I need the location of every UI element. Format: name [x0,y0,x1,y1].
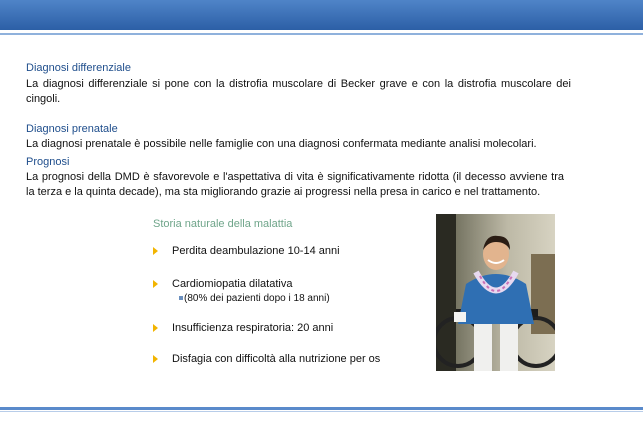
list-item-label: Insufficienza respiratoria: 20 anni [172,322,334,334]
square-bullet-icon [179,296,183,300]
heading-prognosi: Prognosi [26,156,70,168]
list-item [153,322,333,334]
footer-divider-thin [0,411,643,412]
paragraph-diagnosi-prenatale: La diagnosi prenatale è possibile nelle famiglie con una diagnosi confermata mediante analisi molecolari. [26,138,537,150]
paragraph-prognosi: La prognosi della DMD è sfavorevole e l'aspettativa di vita è significativamente ridotta (il decesso avviene tra la terza e la quinta decade), ma sta migliorando grazie ai progressi nella presa in carico e nel trattamento. [26,171,564,198]
person-in-wheelchair-photo [436,214,555,371]
list-item [153,245,340,257]
heading-diagnosi-prenatale: Diagnosi prenatale [26,123,118,135]
arrow-bullet-icon [153,324,158,332]
heading-diagnosi-differenziale: Diagnosi differenziale [26,62,131,74]
sub-list-item-label: (80% dei pazienti dopo i 18 anni) [184,293,330,304]
arrow-bullet-icon [153,247,158,255]
paragraph-diagnosi-differenziale: La diagnosi differenziale si pone con la distrofia muscolare di Becker grave e con la distrofia muscolare dei cingoli. [26,78,571,105]
list-item-label: Perdita deambulazione 10-14 anni [172,245,340,257]
arrow-bullet-icon [153,355,158,363]
storia-naturale-title: Storia naturale della malattia [153,218,293,230]
list-item-label: Disfagia con difficoltà alla nutrizione per os [172,353,381,365]
footer-divider [0,407,643,410]
arrow-bullet-icon [153,280,158,288]
photo-illustration [436,214,555,371]
sub-list-item [179,293,330,304]
list-item [153,278,292,290]
list-item [153,353,380,365]
header-divider [0,33,643,35]
list-item-label: Cardiomiopatia dilatativa [172,278,293,290]
header-bar [0,0,643,30]
